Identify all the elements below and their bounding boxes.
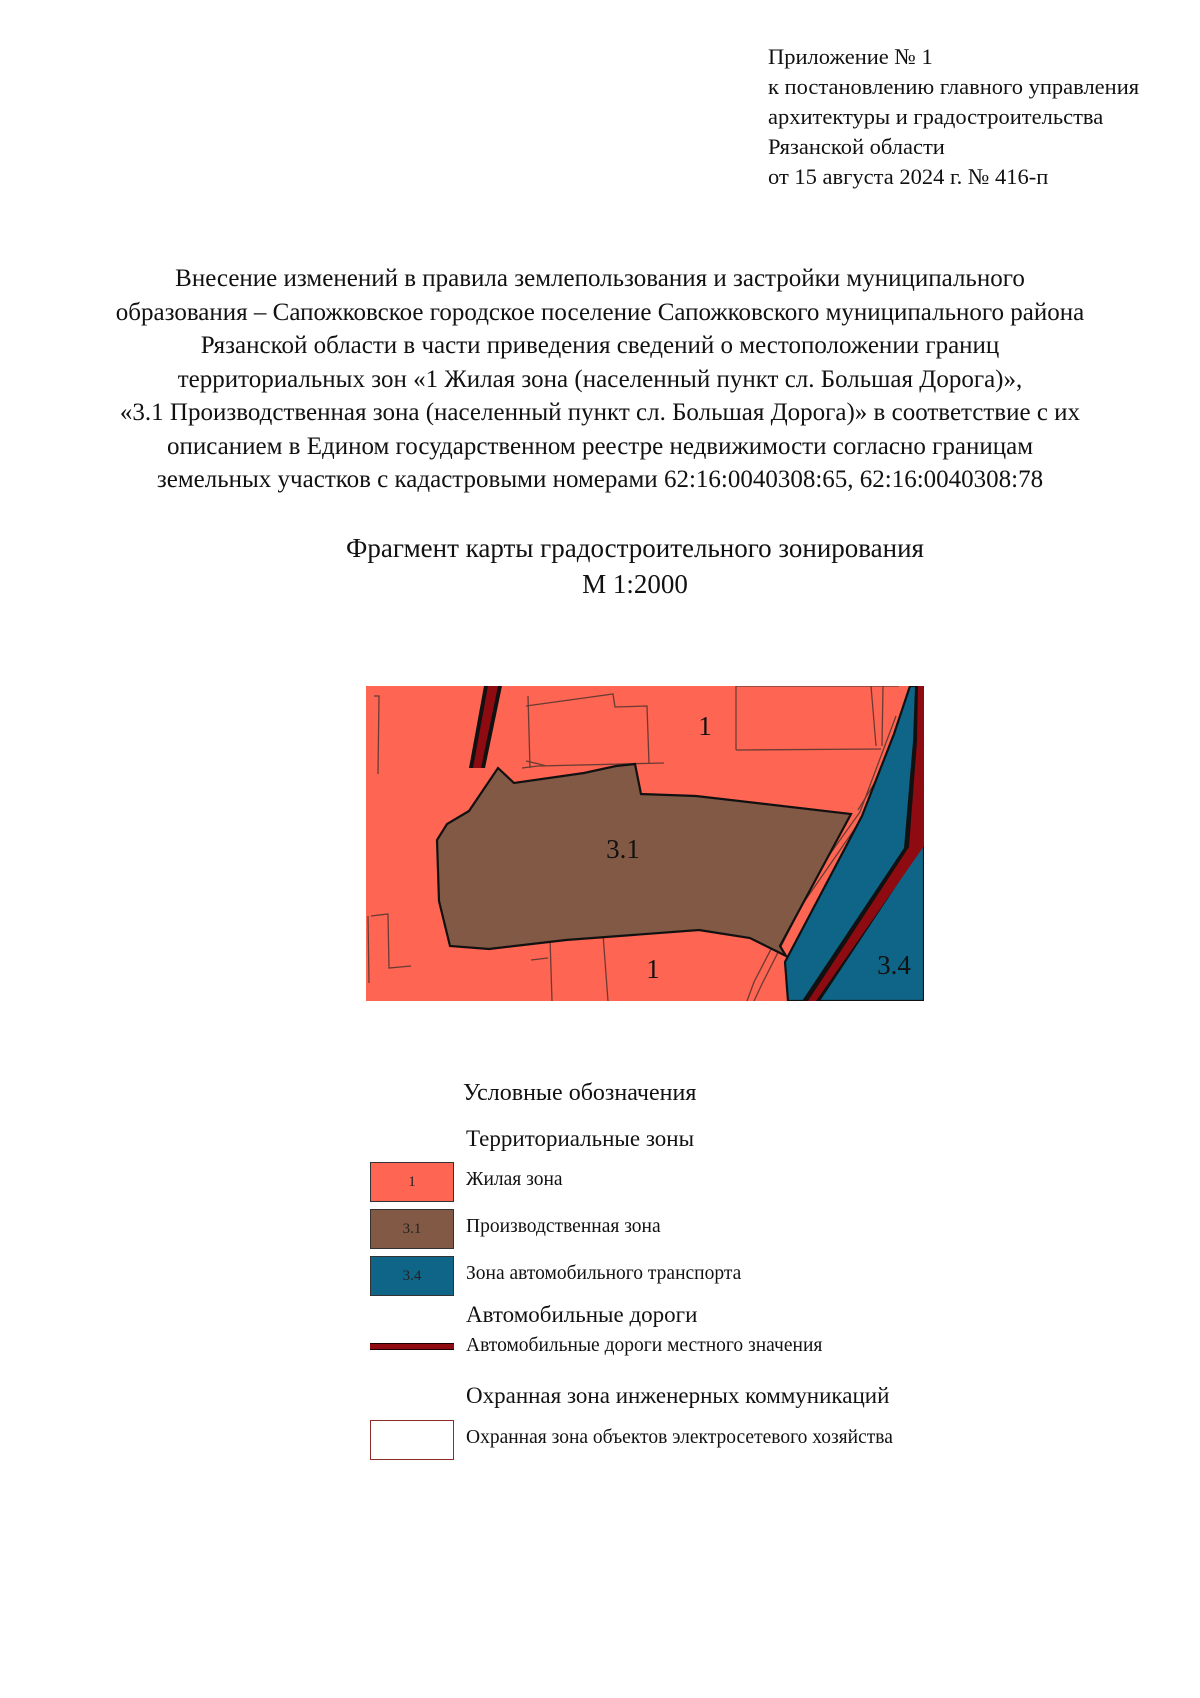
legend-label-residential: Жилая зона bbox=[466, 1169, 563, 1190]
appendix-block bbox=[768, 42, 1139, 192]
zoning-map bbox=[366, 686, 924, 1001]
zoning-map-svg bbox=[366, 686, 924, 1001]
legend-road-symbol bbox=[370, 1343, 454, 1350]
legend-heading-roads: Автомобильные дороги bbox=[466, 1302, 698, 1327]
title-line: описанием в Едином государственном реестре недвижимости согласно границам bbox=[166, 432, 1034, 460]
legend-swatch-transport bbox=[370, 1256, 454, 1296]
legend-swatch-protection bbox=[370, 1420, 454, 1460]
appendix-line: архитектуры и градостроительства bbox=[768, 104, 1104, 129]
legend-label-road: Автомобильные дороги местного значения bbox=[466, 1335, 823, 1356]
title-line: земельных участков с кадастровыми номерами 62:16:0040308:65, 62:16:0040308:78 bbox=[156, 466, 1044, 493]
title-line: образования – Сапожковское городское поселение Сапожковского муниципального района bbox=[115, 298, 1085, 326]
zone-label-industrial: 3.1 bbox=[606, 834, 640, 864]
map-heading-text: Фрагмент карты градостроительного зонирования bbox=[346, 533, 924, 563]
appendix-line: Рязанской области bbox=[768, 134, 945, 159]
legend-label-protection: Охранная зона объектов электросетевого хозяйства bbox=[466, 1427, 893, 1448]
title-line: «3.1 Производственная зона (населенный пункт сл. Большая Дорога)» в соответствие с их bbox=[119, 399, 1081, 426]
legend-label-industrial: Производственная зона bbox=[466, 1216, 661, 1237]
legend-heading-zones: Территориальные зоны bbox=[466, 1126, 695, 1151]
title-line: территориальных зон «1 Жилая зона (населенный пункт сл. Большая Дорога)», bbox=[177, 365, 1023, 393]
zone-label-residential-bottom: 1 bbox=[646, 954, 660, 984]
title-line: Внесение изменений в правила землепользования и застройки муниципального bbox=[175, 265, 1025, 292]
map-scale: М 1:2000 bbox=[582, 569, 688, 599]
legend-swatch-residential bbox=[370, 1162, 454, 1202]
title-line: Рязанской области в части приведения сведений о местоположении границ bbox=[200, 332, 1000, 359]
zone-label-residential-top: 1 bbox=[698, 711, 712, 741]
legend-title: Условные обозначения bbox=[463, 1080, 697, 1106]
legend-swatch-code: 1 bbox=[408, 1173, 416, 1190]
appendix-line: к постановлению главного управления bbox=[768, 74, 1140, 99]
legend-label-transport: Зона автомобильного транспорта bbox=[466, 1263, 742, 1284]
appendix-line: Приложение № 1 bbox=[768, 44, 933, 69]
legend-swatch-code: 3.4 bbox=[402, 1267, 422, 1284]
document-title bbox=[60, 262, 1140, 497]
legend-swatch-code: 3.1 bbox=[402, 1220, 422, 1237]
map-heading bbox=[200, 530, 1070, 602]
appendix-line: от 15 августа 2024 г. № 416-п bbox=[768, 164, 1049, 189]
legend-heading-protection: Охранная зона инженерных коммуникаций bbox=[466, 1383, 890, 1408]
legend-swatch-industrial bbox=[370, 1209, 454, 1249]
zone-label-transport: 3.4 bbox=[877, 950, 911, 980]
